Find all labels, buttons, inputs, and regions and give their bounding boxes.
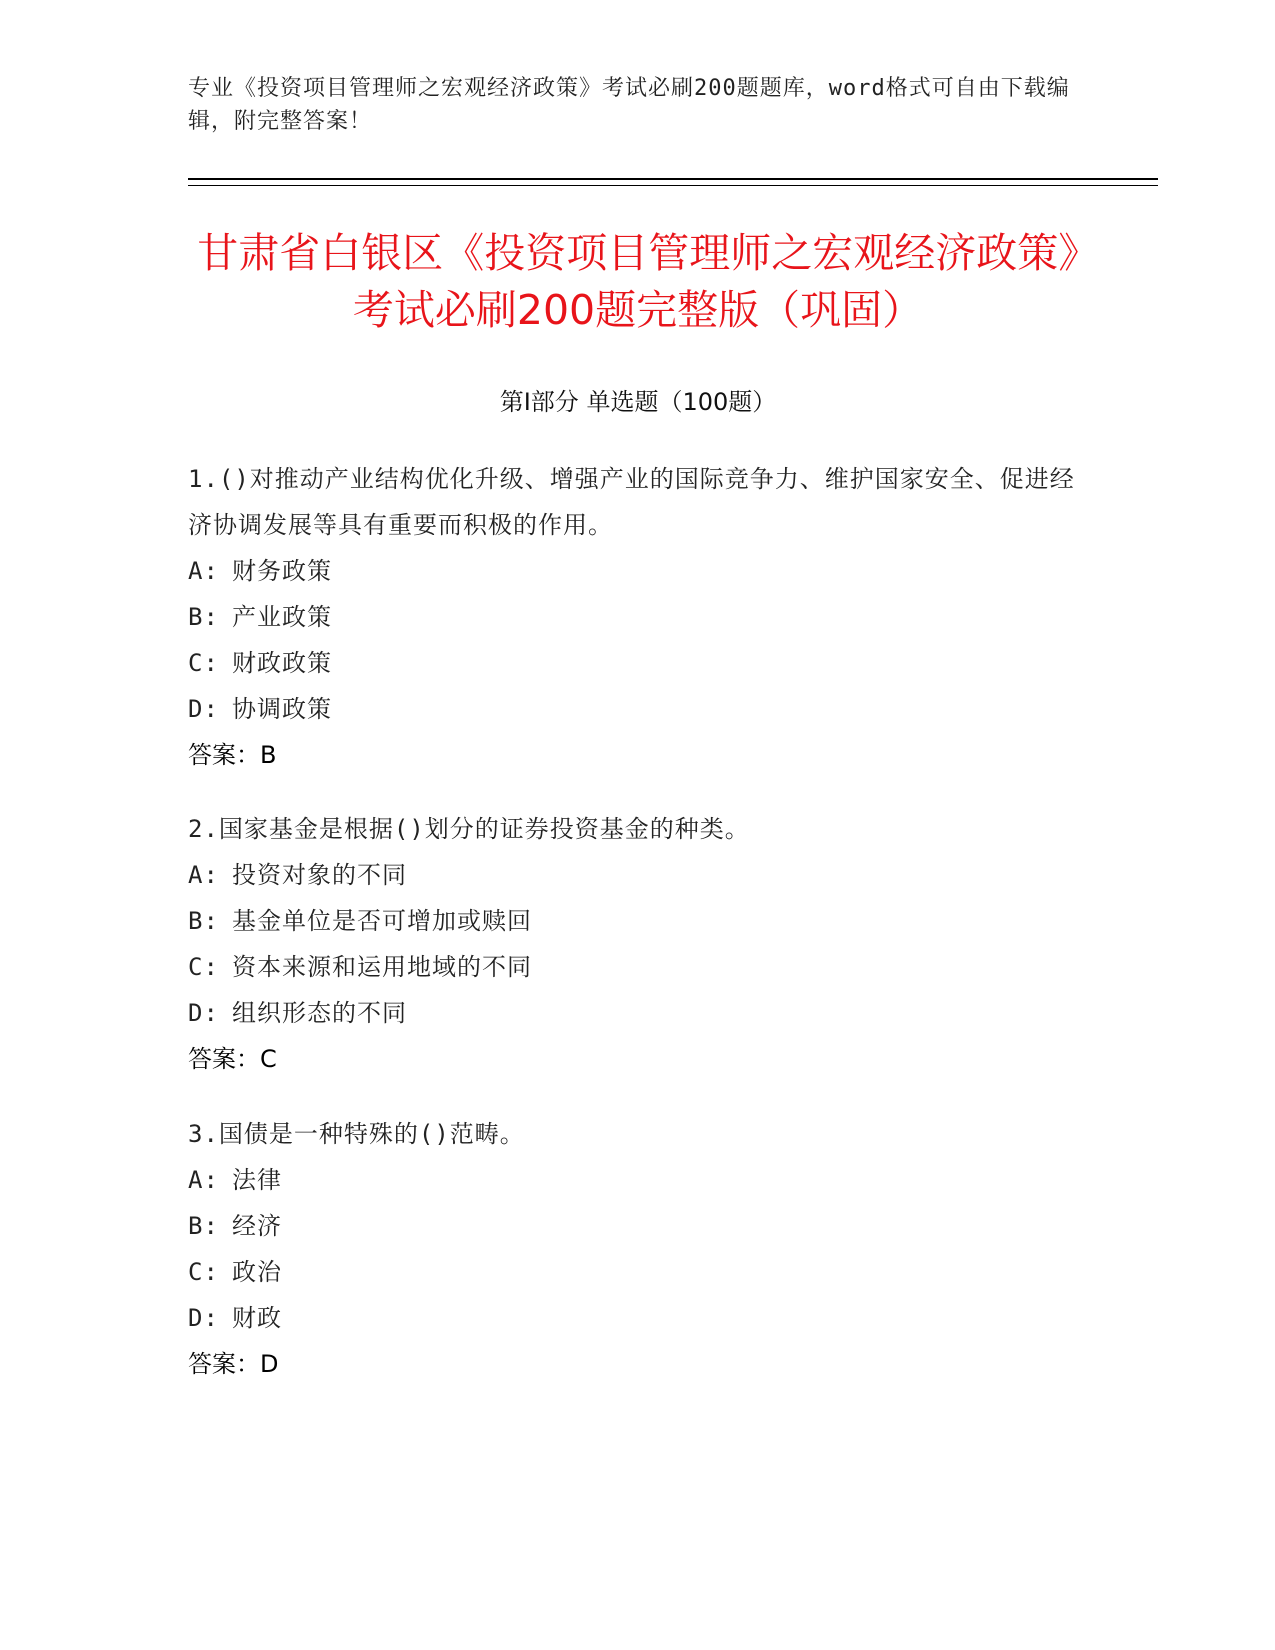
header-rule-thick: [188, 178, 1158, 180]
option-letter: B:: [188, 603, 219, 631]
question-block: [188, 456, 1088, 778]
header-rule-thin: [188, 185, 1158, 186]
option-letter: C:: [188, 953, 219, 981]
option-text: 资本来源和运用地域的不同: [232, 953, 532, 981]
header-note: 专业《投资项目管理师之宏观经济政策》考试必刷200题题库，word格式可自由下载编辑，附完整答案！: [188, 76, 1070, 134]
option-text: 财政: [232, 1304, 282, 1332]
option-letter: D:: [188, 999, 219, 1027]
question-block: [188, 806, 1088, 1082]
option-b: [188, 1203, 1088, 1249]
option-letter: C:: [188, 649, 219, 677]
option-letter: D:: [188, 1304, 219, 1332]
option-letter: A:: [188, 861, 219, 889]
option-letter: A:: [188, 1166, 219, 1194]
option-text: 政治: [232, 1258, 282, 1286]
option-text: 法律: [232, 1166, 282, 1194]
question-block: [188, 1111, 1088, 1387]
option-text: 财政政策: [232, 649, 332, 677]
option-d: [188, 686, 1088, 732]
option-text: 投资对象的不同: [232, 861, 407, 889]
document-title: 甘肃省白银区《投资项目管理师之宏观经济政策》考试必刷200题完整版（巩固）: [197, 229, 1079, 334]
option-b: [188, 898, 1088, 944]
option-text: 组织形态的不同: [232, 999, 407, 1027]
option-text: 协调政策: [232, 695, 332, 723]
section-title: 第I部分 单选题（100题）: [499, 388, 777, 416]
option-text: 基金单位是否可增加或赎回: [232, 907, 532, 935]
answer-line: 答案：D: [188, 1350, 279, 1378]
question-stem: 2.国家基金是根据()划分的证券投资基金的种类。: [188, 815, 750, 843]
answer-line: 答案：C: [188, 1045, 277, 1073]
option-letter: B:: [188, 907, 219, 935]
option-b: [188, 594, 1088, 640]
option-letter: C:: [188, 1258, 219, 1286]
option-c: [188, 1249, 1088, 1295]
option-a: [188, 852, 1088, 898]
option-text: 财务政策: [232, 557, 332, 585]
option-text: 产业政策: [232, 603, 332, 631]
option-text: 经济: [232, 1212, 282, 1240]
question-stem: 3.国债是一种特殊的()范畴。: [188, 1120, 525, 1148]
option-letter: B:: [188, 1212, 219, 1240]
option-letter: A:: [188, 557, 219, 585]
question-stem: 1.()对推动产业结构优化升级、增强产业的国际竞争力、维护国家安全、促进经济协调发展等具有重要而积极的作用。: [188, 465, 1075, 539]
option-d: [188, 1295, 1088, 1341]
option-letter: D:: [188, 695, 219, 723]
option-c: [188, 640, 1088, 686]
option-d: [188, 990, 1088, 1036]
answer-line: 答案：B: [188, 741, 277, 769]
option-a: [188, 548, 1088, 594]
option-c: [188, 944, 1088, 990]
option-a: [188, 1157, 1088, 1203]
